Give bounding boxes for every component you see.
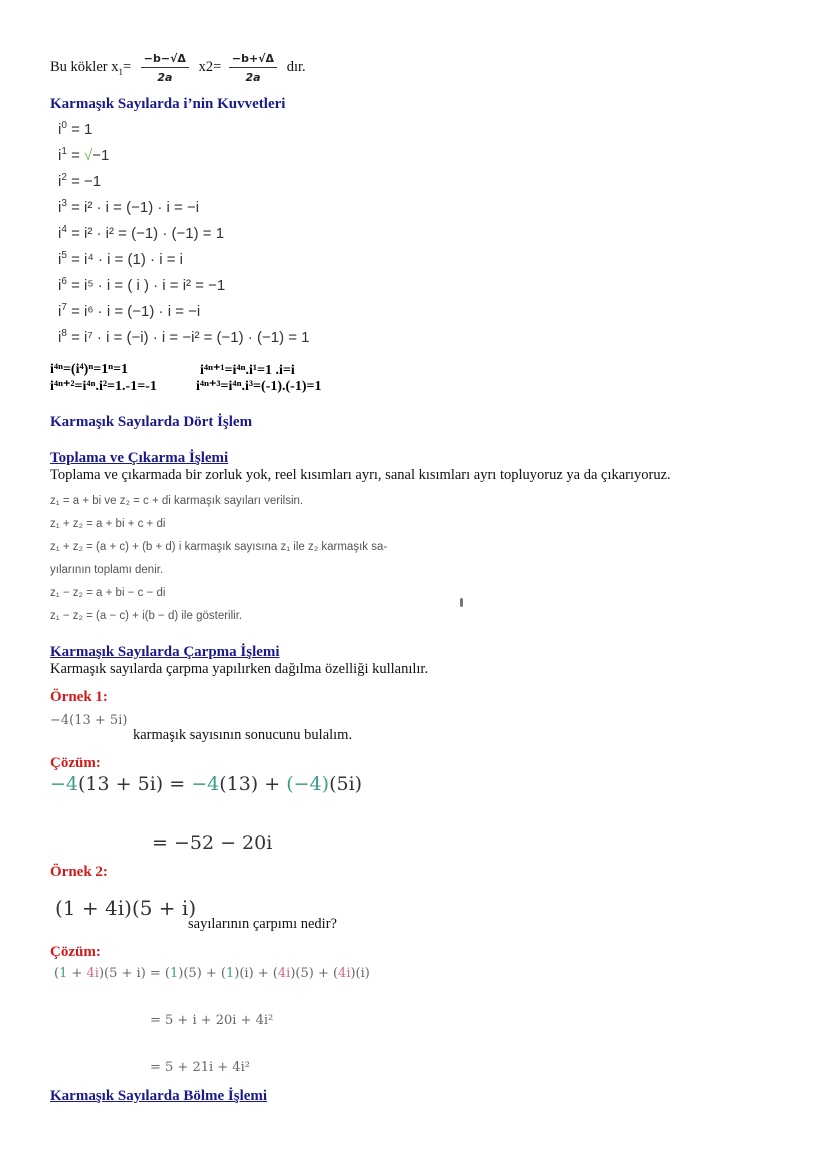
example-2-step-1: (1 + 4i)(5 + i) = (1)(5) + (1)(i) + (4i)(5) + (4i)(i) <box>54 966 370 981</box>
power-line-8: $i^8 = i^7 \cdot i = (-i) \cdot i = -i^2 = (-1) \cdot (-1) = 1$ <box>58 328 310 346</box>
example-1-expression: −4(13 + 5i) <box>50 713 128 728</box>
example-1-question: karmaşık sayısının sonucunu bulalım. <box>133 727 353 743</box>
power-line-4: $i^4 = i^2 \cdot i^2 = (-1) \cdot (-1) = 1$ <box>58 224 225 242</box>
link-multiplication[interactable]: Karmaşık Sayılarda Çarpma İşlemi <box>50 644 280 660</box>
x1-fraction <box>141 52 189 84</box>
power-line-1: $i^1 = √-1$ <box>58 146 110 164</box>
power-line-0: $i^0 = 1$ <box>58 120 93 138</box>
x1-numerator: −b−√Δ <box>141 52 189 68</box>
example-2-question: sayılarının çarpımı nedir? <box>188 916 337 932</box>
example-1-step-2: = −52 − 20i <box>152 832 273 854</box>
general-rule-4n-plus-1: i⁴ⁿ⁺¹=i⁴ⁿ.i¹=1 .i=i <box>200 363 295 378</box>
sqrt-icon: √ <box>84 147 93 164</box>
example-1-solution-label: Çözüm: <box>50 755 101 771</box>
general-rule-4n-plus-3: i⁴ⁿ⁺³=i⁴ⁿ.i³=(-1).(-1)=1 <box>196 379 322 394</box>
example-2-solution-label: Çözüm: <box>50 944 101 960</box>
addition-description: Toplama ve çıkarmada bir zorluk yok, reel kısımları ayrı, sanal kısımları ayrı topluyoruz ya da çıkarıyoruz. <box>50 467 671 483</box>
example-1-step-1: −4(13 + 5i) = −4(13) + (−4)(5i) <box>50 773 363 795</box>
z-line-5: z₁ − z₂ = a + bi − c − di <box>50 587 166 599</box>
roots-intro: Bu kökler $x_1=$ <box>50 59 132 78</box>
heading-powers-of-i: Karmaşık Sayılarda i’nin Kuvvetleri <box>50 96 286 112</box>
scan-artifact-mark <box>460 598 463 607</box>
example-2-expression: (1 + 4i)(5 + i) <box>55 896 197 920</box>
heading-four-operations: Karmaşık Sayılarda Dört İşlem <box>50 414 253 430</box>
general-rule-4n: i⁴ⁿ=(i⁴)ⁿ=1ⁿ=1 <box>50 362 129 377</box>
example-2-label: Örnek 2: <box>50 864 108 880</box>
z-line-4: yılarının toplamı denir. <box>50 564 164 576</box>
x2-denominator: 2a <box>245 71 261 84</box>
power-line-5: $i^5 = i^4 \cdot i = (1) \cdot i = i$ <box>58 250 183 268</box>
roots-line <box>50 52 306 84</box>
example-2-step-3: = 5 + 21i + 4i² <box>150 1060 250 1075</box>
z-line-2: z₁ + z₂ = a + bi + c + di <box>50 518 166 530</box>
z-line-1: z₁ = a + bi ve z₂ = c + di karmaşık sayıları verilsin. <box>50 495 304 507</box>
power-line-2: $i^2 = -1$ <box>58 172 102 190</box>
link-division[interactable]: Karmaşık Sayılarda Bölme İşlemi <box>50 1088 268 1104</box>
roots-suffix: dır. <box>286 59 306 76</box>
x2-numerator: −b+√Δ <box>229 52 277 68</box>
example-1-label: Örnek 1: <box>50 689 108 705</box>
power-line-7: $i^7 = i^6 \cdot i = (-1) \cdot i = -i$ <box>58 302 201 320</box>
z-line-6: z₁ − z₂ = (a − c) + i(b − d) ile gösterilir. <box>50 610 243 622</box>
x1-denominator: 2a <box>157 71 173 84</box>
x2-fraction <box>229 52 277 84</box>
multiplication-description: Karmaşık sayılarda çarpma yapılırken dağılma özelliği kullanılır. <box>50 661 429 677</box>
x2-label: x2= <box>198 59 222 76</box>
power-line-3: $i^3 = i^2 \cdot i = (-1) \cdot i = -i$ <box>58 198 200 216</box>
power-line-6: $i^6 = i^5 \cdot i$ = ( i ) · i = i² = −1 <box>58 276 226 294</box>
link-addition-subtraction[interactable]: Toplama ve Çıkarma İşlemi <box>50 450 229 466</box>
example-2-step-2: = 5 + i + 20i + 4i² <box>150 1013 274 1028</box>
z-line-3: z₁ + z₂ = (a + c) + (b + d) i karmaşık sayısına z₁ ile z₂ karmaşık sa- <box>50 541 388 553</box>
general-rule-4n-plus-2: i⁴ⁿ⁺²=i⁴ⁿ.i²=1.-1=-1 <box>50 379 157 394</box>
